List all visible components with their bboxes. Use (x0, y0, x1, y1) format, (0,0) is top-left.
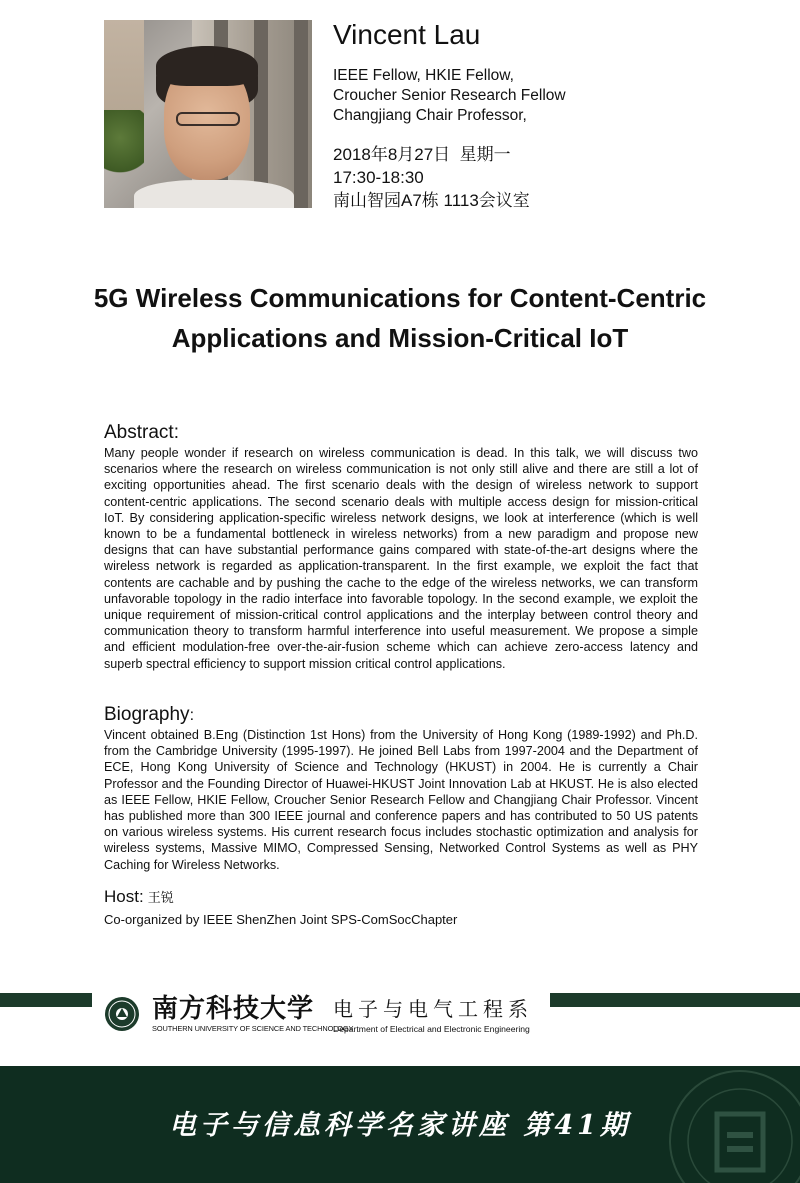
talk-title (40, 278, 760, 358)
event-venue: 南山智园A7栋 1113会议室 (333, 191, 530, 210)
speaker-title-line: Croucher Senior Research Fellow (333, 87, 566, 104)
speaker-name: Vincent Lau (333, 19, 481, 50)
biography-body: Vincent obtained B.Eng (Distinction 1st Hons) from the University of Hong Kong (1989-1992) and Ph.D. from the Cambridge University (1995-1997). He joined Bell Labs from 1997-2004 and the Department of ECE, Hong Kong University of Science and Technology (HKUST) in 2004. He is currently a Chair Professor and the Founding Director of Huawei-HKUST Joint Innovation Lab at HKUST. He is also elected as IEEE Fellow, HKIE Fellow, Croucher Senior Research Fellow and Changjiang Chair Professor. Vincent has published more than 300 IEEE journal and conference papers and has contributed to 50 US patents on various wireless systems. His current research focus includes stochastic optimization and analysis for wireless systems, Massive MIMO, Compressed Sensing, Networked Control Systems as well as PHY Caching for Wireless Networks. (104, 728, 698, 872)
university-seal-icon (100, 996, 144, 1032)
host-label: Host: (104, 887, 144, 906)
event-details (333, 143, 530, 212)
speaker-title-line: IEEE Fellow, HKIE Fellow, (333, 67, 514, 84)
biography-heading-colon: : (189, 707, 195, 724)
coorganizer-line: Co-organized by IEEE ShenZhen Joint SPS-ComSocChapter (104, 912, 458, 927)
biography-heading-text: Biography (104, 704, 190, 725)
abstract-heading: Abstract: (104, 422, 179, 443)
abstract-body: Many people wonder if research on wireless communication is dead. In this talk, we will discuss two scenarios where the research on wireless communication is not only still alive and there are still a lot of exciting opportunities ahead. The first scenario deals with the design of wireless network to support content-centric applications. The second scenario deals with multiple access design for mission-critical IoT. By considering application-specific wireless network designs, we look at interference (which is well known to be a fundamental bottleneck in wireless networks) from a new paradigm and propose new designs that can have substantial performance gains compared with state-of-the-art designs where the wireless network is regarded as application-transparent. In the first example, we exploit the fact that contents are cachable and by pushing the cache to the edge of the wireless networks, we can transform unfavorable topology in the radio interface into favorable topology. In the second example, we exploit the unique requirement of mission-critical control applications and the interplay between control theory and communication theory to transform harmful interference into useful measurement. We propose a simple and efficient modulation-free over-the-air-fusion scheme which can achieve zero-access latency and superb spectral efficiency to support mission critical control applications. (104, 446, 698, 671)
department-name-cn: 电子与电气工程系 (333, 997, 533, 1021)
speaker-titles (333, 66, 566, 126)
event-date: 2018年8月27日 星期一 (333, 145, 511, 164)
host-name: 王锐 (147, 890, 174, 905)
university-name-cn: 南方科技大学 (152, 994, 315, 1024)
lecture-series-title: 电子与信息科学名家讲座 第41期 (169, 1110, 631, 1141)
biography-heading (104, 704, 194, 727)
talk-title-line: Applications and Mission-Critical IoT (171, 323, 629, 353)
speaker-title-line: Changjiang Chair Professor, (333, 107, 527, 124)
university-name-en: SOUTHERN UNIVERSITY OF SCIENCE AND TECHNOLOGY (152, 1024, 354, 1033)
talk-title-line: 5G Wireless Communications for Content-Centric (93, 283, 707, 313)
department-name-en: Department of Electrical and Electronic Engineering (333, 1024, 530, 1034)
event-time: 17:30-18:30 (333, 168, 424, 187)
speaker-photo (104, 20, 312, 208)
host-line (104, 886, 174, 909)
